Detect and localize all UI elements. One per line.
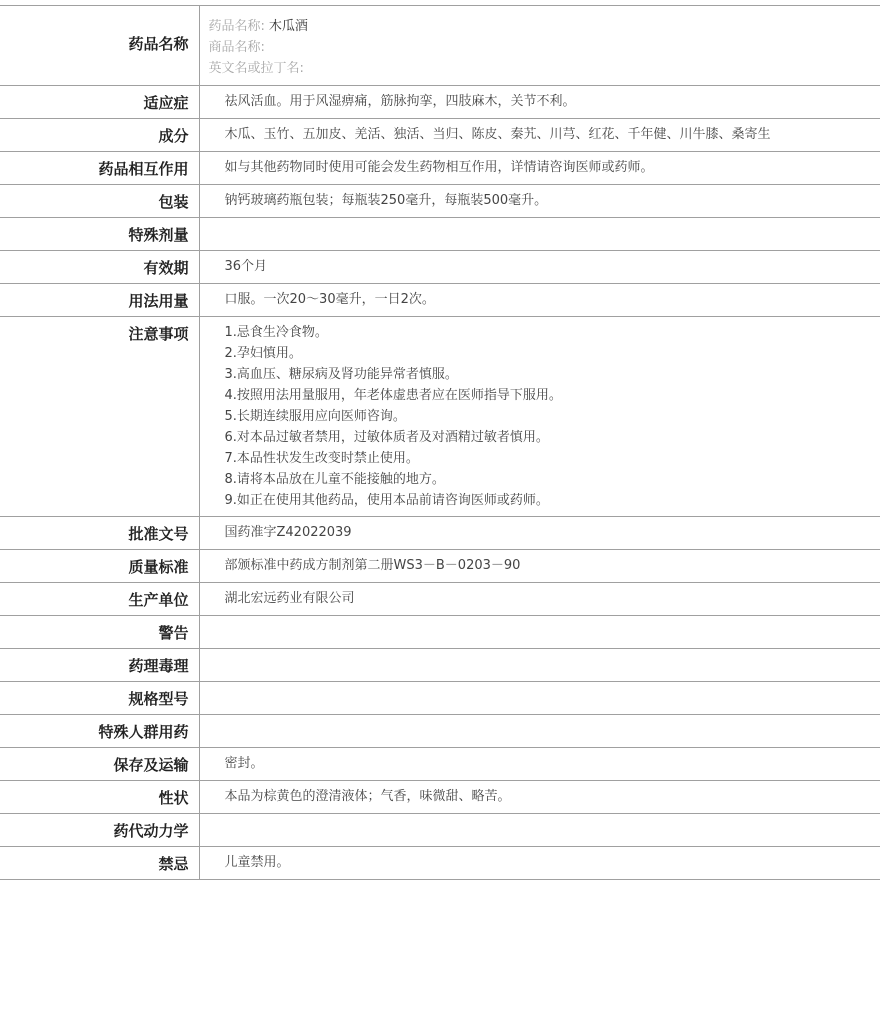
row-precautions	[0, 317, 880, 517]
row-value	[199, 682, 880, 715]
row-manufacturer	[0, 583, 880, 616]
row-value: 儿童禁用。	[199, 847, 880, 880]
row-label: 药理毒理	[0, 649, 199, 682]
row-value: 密封。	[199, 748, 880, 781]
row-value: 本品为棕黄色的澄清液体；气香，味微甜、略苦。	[199, 781, 880, 814]
row-label: 生产单位	[0, 583, 199, 616]
row-special-dosage	[0, 218, 880, 251]
precaution-item: 9.如正在使用其他药品，使用本品前请咨询医师或药师。	[224, 493, 549, 508]
row-ingredients	[0, 119, 880, 152]
row-value: 祛风活血。用于风湿痹痛，筋脉拘挛，四肢麻木，关节不利。	[199, 86, 880, 119]
trade-name-line	[209, 37, 871, 58]
row-label: 有效期	[0, 251, 199, 284]
drug-name-values	[199, 6, 880, 86]
precaution-item: 1.忌食生冷食物。	[224, 325, 328, 340]
row-approval-number	[0, 517, 880, 550]
precaution-item: 5.长期连续服用应向医师咨询。	[224, 409, 406, 424]
row-label: 性状	[0, 781, 199, 814]
row-contraindications	[0, 847, 880, 880]
row-label: 规格型号	[0, 682, 199, 715]
precaution-item: 2.孕妇慎用。	[224, 346, 302, 361]
row-value: 部颁标准中药成方制剂第二册WS3－B－0203－90	[199, 550, 880, 583]
row-value	[199, 218, 880, 251]
precaution-item: 6.对本品过敏者禁用，过敏体质者及对酒精过敏者慎用。	[224, 430, 549, 445]
row-pharmacokinetics	[0, 814, 880, 847]
row-value: 湖北宏远药业有限公司	[199, 583, 880, 616]
row-label: 药品名称	[0, 6, 199, 86]
row-value: 如与其他药物同时使用可能会发生药物相互作用，详情请咨询医师或药师。	[199, 152, 880, 185]
precaution-item: 7.本品性状发生改变时禁止使用。	[224, 451, 419, 466]
row-value: 口服。一次20～30毫升，一日2次。	[199, 284, 880, 317]
generic-name-line	[209, 16, 871, 37]
row-label: 保存及运输	[0, 748, 199, 781]
precaution-item: 8.请将本品放在儿童不能接触的地方。	[224, 472, 445, 487]
row-value	[199, 715, 880, 748]
row-value	[199, 814, 880, 847]
row-label: 质量标准	[0, 550, 199, 583]
row-value	[199, 649, 880, 682]
row-value: 36个月	[199, 251, 880, 284]
row-label: 成分	[0, 119, 199, 152]
row-quality-standard	[0, 550, 880, 583]
row-value: 钠钙玻璃药瓶包装；每瓶装250毫升，每瓶装500毫升。	[199, 185, 880, 218]
row-label: 特殊人群用药	[0, 715, 199, 748]
row-drug-name	[0, 6, 880, 86]
row-value	[199, 616, 880, 649]
row-label: 批准文号	[0, 517, 199, 550]
row-pharmacology	[0, 649, 880, 682]
row-shelf-life	[0, 251, 880, 284]
english-name-label: 英文名或拉丁名:	[208, 61, 304, 76]
trade-name-label: 商品名称:	[208, 40, 265, 55]
row-special-population	[0, 715, 880, 748]
row-label: 注意事项	[0, 317, 199, 517]
row-label: 用法用量	[0, 284, 199, 317]
row-label: 适应症	[0, 86, 199, 119]
row-dosage	[0, 284, 880, 317]
generic-name-value: 木瓜酒	[268, 19, 308, 34]
row-label: 包装	[0, 185, 199, 218]
row-value: 木瓜、玉竹、五加皮、羌活、独活、当归、陈皮、秦艽、川芎、红花、千年健、川牛膝、桑寄生	[199, 119, 880, 152]
row-label: 警告	[0, 616, 199, 649]
precaution-item: 4.按照用法用量服用，年老体虚患者应在医师指导下服用。	[224, 388, 562, 403]
row-interactions	[0, 152, 880, 185]
row-packaging	[0, 185, 880, 218]
precaution-item: 3.高血压、糖尿病及肾功能异常者慎服。	[224, 367, 458, 382]
drug-info-table	[0, 5, 880, 880]
row-warning	[0, 616, 880, 649]
precautions-list	[199, 317, 880, 517]
row-storage	[0, 748, 880, 781]
row-description	[0, 781, 880, 814]
row-value: 国药准字Z42022039	[199, 517, 880, 550]
row-label: 禁忌	[0, 847, 199, 880]
row-specification	[0, 682, 880, 715]
generic-name-label: 药品名称:	[208, 19, 265, 34]
row-indications	[0, 86, 880, 119]
row-label: 药品相互作用	[0, 152, 199, 185]
row-label: 药代动力学	[0, 814, 199, 847]
row-label: 特殊剂量	[0, 218, 199, 251]
english-name-line	[209, 58, 871, 79]
